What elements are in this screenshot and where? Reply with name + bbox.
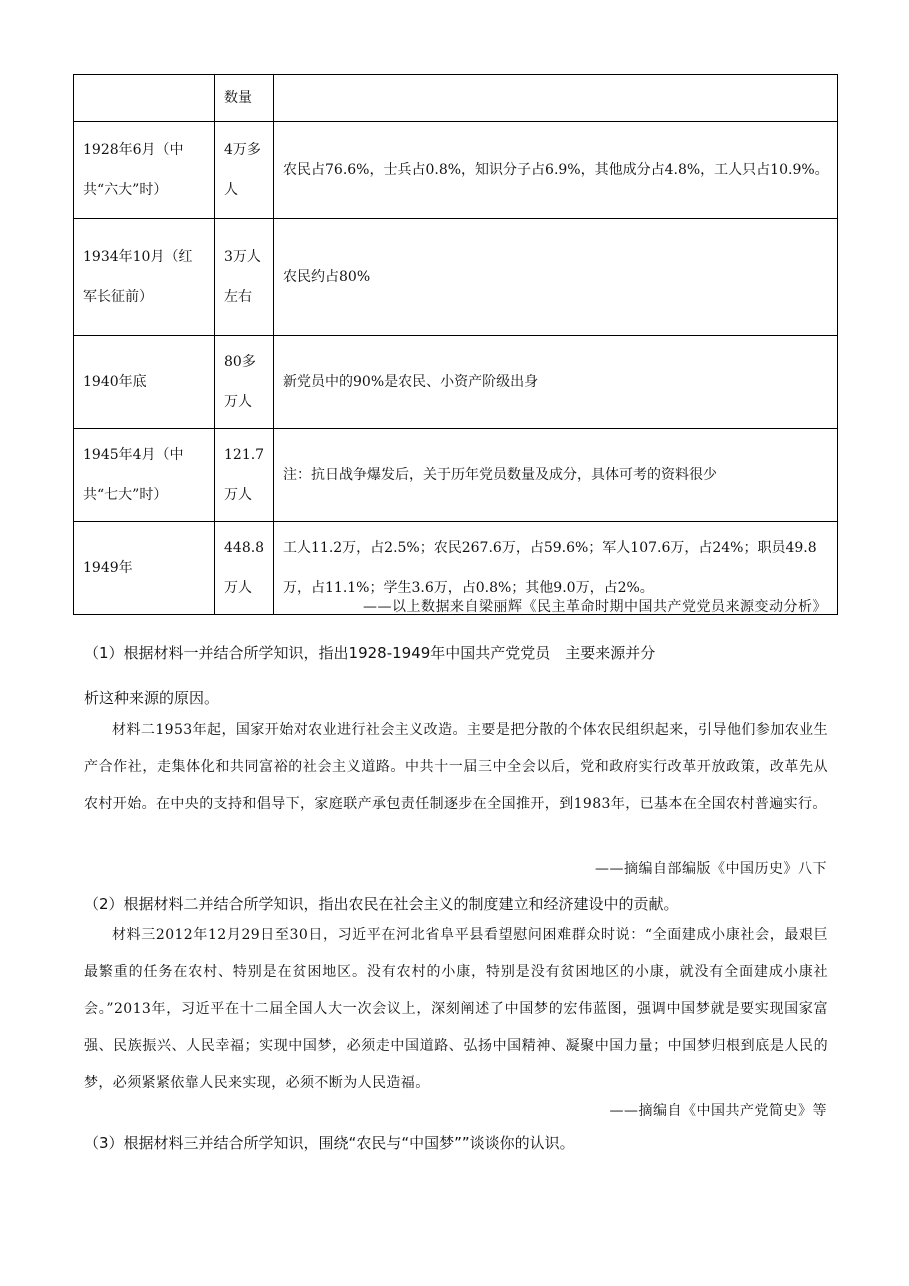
table-row — [74, 429, 838, 522]
count-cell: 4万多人 — [215, 122, 274, 219]
material-2-paragraph: 材料二1953年起，国家开始对农业进行社会主义改造。主要是把分散的个体农民组织起来，引导他们参加农业生产合作社，走集体化和共同富裕的社会主义道路。中共十一届三中全会以后，党和政府实行改革开放政策，改革先从农村开始。在中央的支持和倡导下，家庭联产承包责任制逐步在全国推开，到1983年，已基本在全国农村普遍实行。 — [84, 722, 828, 812]
composition-cell: 注：抗日战争爆发后，关于历年党员数量及成分，具体可考的资料很少 — [274, 429, 838, 522]
header-cell-composition — [274, 75, 838, 122]
count-cell: 80多万人 — [215, 336, 274, 429]
composition-cell: 新党员中的90%是农民、小资产阶级出身 — [274, 336, 838, 429]
question-1-line-2: 析这种来源的原因。 — [84, 689, 220, 707]
count-cell: 448.8万人 — [215, 522, 274, 615]
party-member-table — [73, 74, 838, 615]
header-cell-count: 数量 — [215, 75, 274, 122]
table-row — [74, 336, 838, 429]
table-header-row — [74, 75, 838, 122]
material-3-paragraph: 材料三2012年12月29日至30日，习近平在河北省阜平县看望慰问困难群众时说：“全面建成小康社会，最艰巨最繁重的任务在农村、特别是在贫困地区。没有农村的小康，特别是没有贫困地区的小康，就没有全面建成小康社会。”2013年，习近平在十二届全国人大一次会议上，深刻阐述了中国梦的宏伟蓝图，强调中国梦就是要实现国家富强、民族振兴、人民幸福；实现中国梦，必须走中国道路、弘扬中国精神、凝聚中国力量；中国梦归根到底是人民的梦，必须紧紧依靠人民来实现，必须不断为人民造福。 — [84, 927, 828, 1091]
source-citation-2: ——摘编自部编版《中国历史》八下 — [595, 861, 827, 877]
period-cell: 1940年底 — [74, 336, 215, 429]
period-cell: 1949年 — [74, 522, 215, 615]
source-citation-1: ——以上数据来自梁丽辉《民主革命时期中国共产党党员来源变动分析》 — [363, 599, 827, 615]
table-row — [74, 122, 838, 219]
header-cell-period — [74, 75, 215, 122]
count-cell: 3万人左右 — [215, 219, 274, 336]
composition-cell: 农民占76.6%，士兵占0.8%，知识分子占6.9%，其他成分占4.8%，工人只占10.9%。 — [274, 122, 838, 219]
composition-cell: 工人11.2万，占2.5%；农民267.6万，占59.6%；军人107.6万，占24%；职员49.8万，占11.1%；学生3.6万，占0.8%；其他9.0万，占2%。 — [274, 522, 838, 615]
composition-cell: 农民约占80% — [274, 219, 838, 336]
table-row — [74, 219, 838, 336]
question-3: （3）根据材料三并结合所学知识，围绕“农民与“中国梦””谈谈你的认识。 — [84, 1134, 575, 1152]
count-cell: 121.7万人 — [215, 429, 274, 522]
period-cell: 1945年4月（中共“七大”时） — [74, 429, 215, 522]
period-cell: 1934年10月（红军长征前） — [74, 219, 215, 336]
period-cell: 1928年6月（中共“六大”时） — [74, 122, 215, 219]
question-2: （2）根据材料二并结合所学知识，指出农民在社会主义的制度建立和经济建设中的贡献。 — [84, 895, 679, 913]
source-citation-3: ——摘编自《中国共产党简史》等 — [609, 1103, 827, 1119]
question-1-line-1: （1）根据材料一并结合所学知识，指出1928-1949年中国共产党党员 主要来源并分 — [84, 644, 656, 662]
